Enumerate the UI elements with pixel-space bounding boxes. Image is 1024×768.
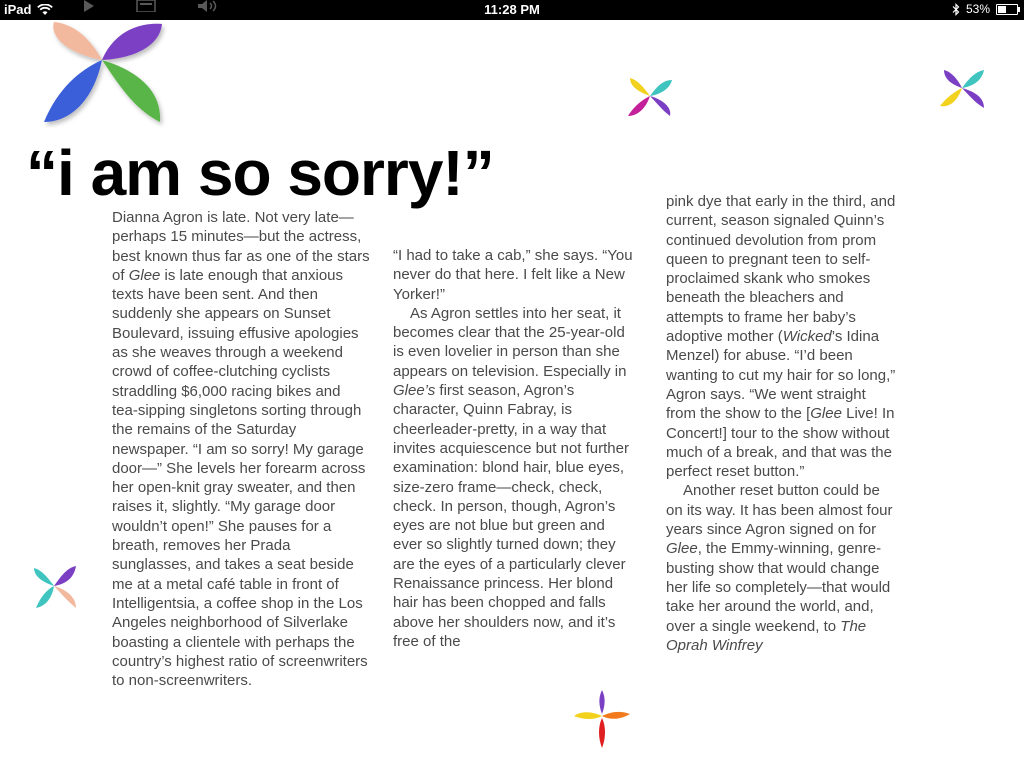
status-bar xyxy=(0,0,1024,20)
small-flower-decoration xyxy=(572,690,632,748)
article-headline: “i am so sorry!” xyxy=(26,137,494,209)
paragraph: “I had to take a cab,” she says. “You never do that here. I felt like a New Yorker!” xyxy=(393,247,633,303)
paragraph: Dianna Agron is late. Not very late—perhaps 15 minutes—but the actress, best known thus far as one of the stars of Glee is late enough that anxious texts have been sent. And then suddenly she appears on Sunset Boulevard, issuing effusive apologies as she weaves through a weekend crowd of coffee-clutching cyclists straddling $6,000 racing bikes and tea-sipping singletons sorting through the remains of the Saturday newspaper. “I am so sorry! My garage door—” She levels her forearm across her open-knit gray sweater, and then raises it, slightly. “My garage door wouldn’t open!” She pauses for a breath, removes her Prada sunglasses, and takes a seat beside me at a metal café table in front of Intelligentsia, a coffee shop in the Los Angeles neighborhood of Silverlake boasting a clientele with perhaps the country’s highest ratio of screenwriters to non-screenwriters. xyxy=(112,209,370,690)
article-column-3 xyxy=(666,192,898,655)
large-flower-decoration xyxy=(32,18,172,128)
clock: 11:28 PM xyxy=(484,2,540,17)
paragraph: Another reset button could be on its way. It has been almost four years since Agron signed on for Glee, the Emmy-winning, genre-busting show that would change her life so completely—that would take her around the world, and, over a single weekend, to The Oprah Winfrey xyxy=(666,482,893,654)
paragraph: pink dye that early in the third, and current, season signaled Quinn’s continued devolution from prom queen to pregnant teen to self-proclaimed skank who smokes beneath the bleachers and attempts to frame her baby’s adoptive mother (Wicked’s Idina Menzel) for abuse. “I’d been wanting to cut my hair for so long,” Agron says. “We went straight from the show to the [Glee Live! In Concert!] tour to the show without much of a break, and that was the perfect reset button.” xyxy=(666,193,896,481)
small-flower-decoration xyxy=(938,66,986,112)
article-column-2 xyxy=(393,246,633,651)
battery-percent: 53% xyxy=(965,2,990,16)
battery-icon xyxy=(996,4,1018,15)
device-label: iPad xyxy=(4,2,32,17)
paragraph: As Agron settles into her seat, it becomes clear that the 25-year-old is even lovelier in person than she appears on television. Especially in Glee’s first season, Agron’s character, Quinn Fabray, is cheerleader-pretty, in a way that invites acquiescence but not further examination: blond hair, blue eyes, size-zero frame—check, check, check. In person, though, Agron’s eyes are not blue but green and ever so slightly turned down; they are the eyes of a particularly clever Renaissance princess. Her blond hair has been chopped and falls above her shoulders now, and it’s free of the xyxy=(393,304,629,650)
small-flower-decoration xyxy=(626,74,674,120)
small-flower-decoration xyxy=(32,564,78,610)
article-column-1 xyxy=(112,208,370,690)
bluetooth-icon xyxy=(952,3,960,16)
